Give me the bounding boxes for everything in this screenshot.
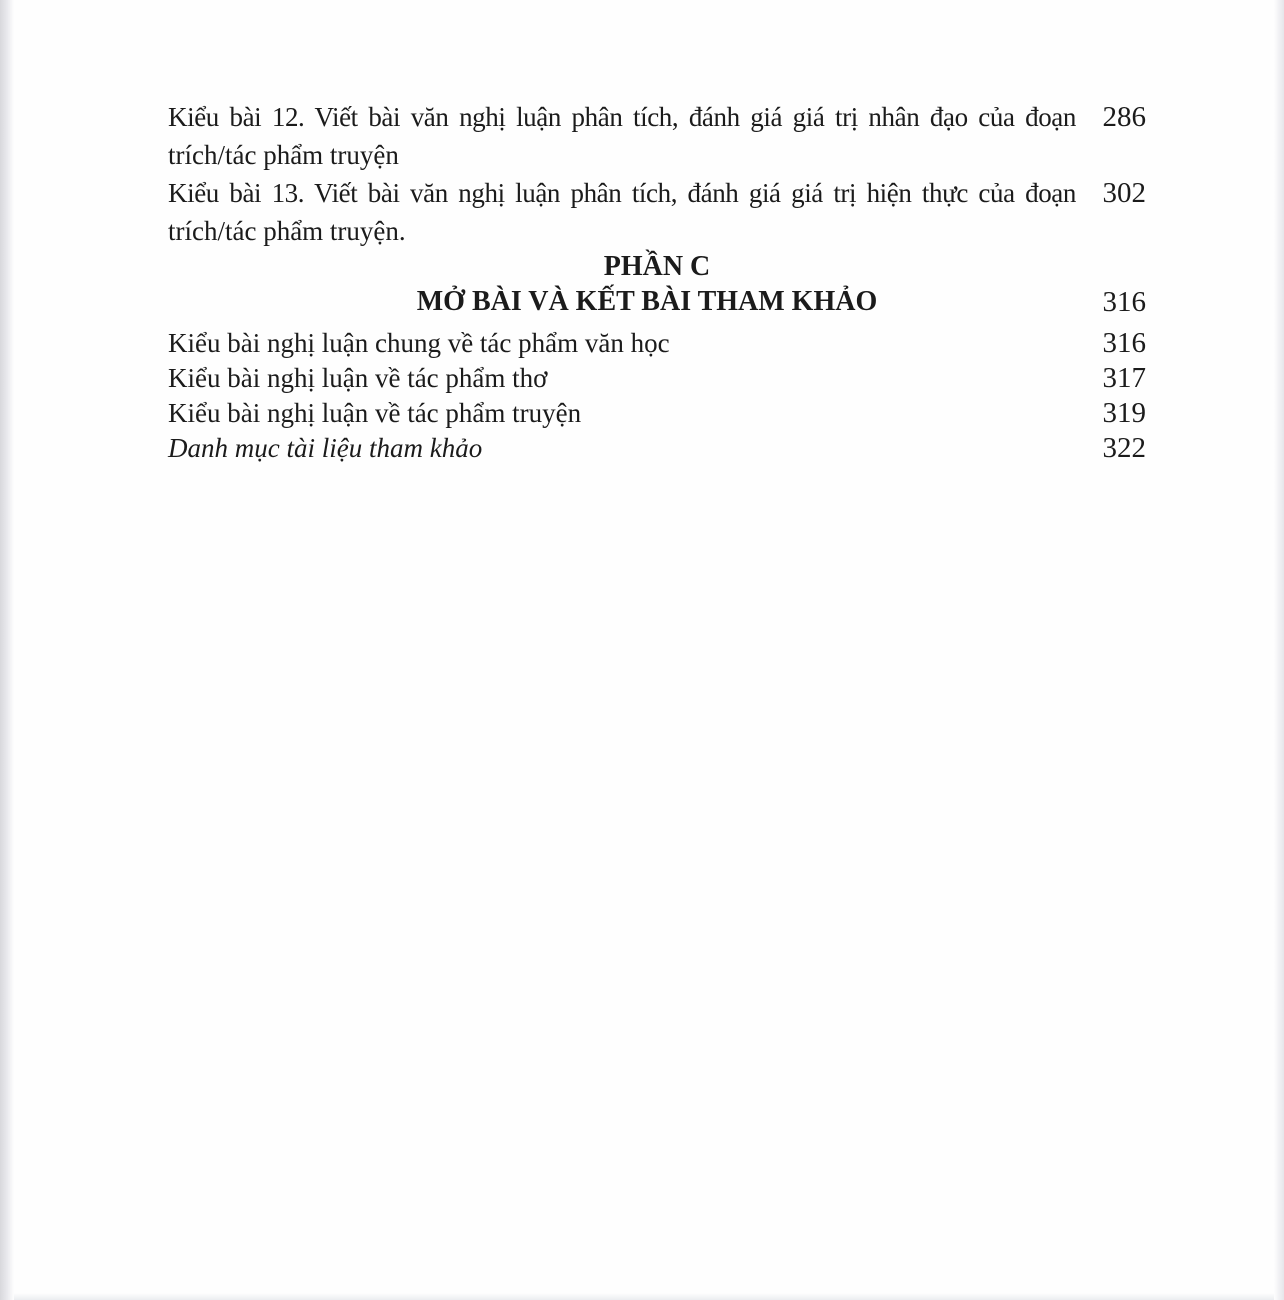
toc-entry-text [168, 98, 1076, 174]
toc-entry-text [168, 174, 1076, 250]
toc-entry-line-1: Kiểu bài 13. Viết bài văn nghị luận phân tích, đánh giá giá trị hiện thực của đoạn [168, 178, 1076, 208]
section-heading-row [168, 284, 1146, 320]
page-number: 302 [1102, 177, 1146, 209]
toc-item [168, 361, 1146, 396]
page-number: 319 [1102, 397, 1146, 429]
page-number: 286 [1102, 101, 1146, 133]
page-number: 322 [1102, 432, 1146, 464]
section-title: MỞ BÀI VÀ KẾT BÀI THAM KHẢO [416, 286, 878, 317]
page-left-edge-shadow [0, 0, 14, 1300]
section-kicker: PHẦN C [603, 251, 711, 282]
page-number: 316 [1102, 286, 1146, 318]
page-number: 317 [1102, 362, 1146, 394]
toc-item [168, 431, 1146, 466]
toc-item-label: Kiểu bài nghị luận chung về tác phẩm văn học [168, 328, 670, 358]
toc-item [168, 326, 1146, 361]
page-bottom-edge-shadow [14, 1293, 1274, 1300]
toc-entry [168, 174, 1146, 250]
table-of-contents [168, 98, 1146, 466]
page-number: 316 [1102, 327, 1146, 359]
toc-entry-line-2: trích/tác phẩm truyện. [168, 216, 406, 246]
page-right-edge-shadow [1274, 0, 1284, 1300]
toc-entry-line-1: Kiểu bài 12. Viết bài văn nghị luận phân tích, đánh giá giá trị nhân đạo của đoạn [168, 102, 1076, 132]
toc-item-label: Kiểu bài nghị luận về tác phẩm thơ [168, 363, 548, 393]
toc-item-label: Danh mục tài liệu tham khảo [168, 433, 483, 463]
toc-entry [168, 98, 1146, 174]
toc-item-list [168, 326, 1146, 466]
toc-item [168, 396, 1146, 431]
toc-entry-line-2: trích/tác phẩm truyện [168, 140, 399, 170]
toc-item-label: Kiểu bài nghị luận về tác phẩm truyện [168, 398, 582, 428]
